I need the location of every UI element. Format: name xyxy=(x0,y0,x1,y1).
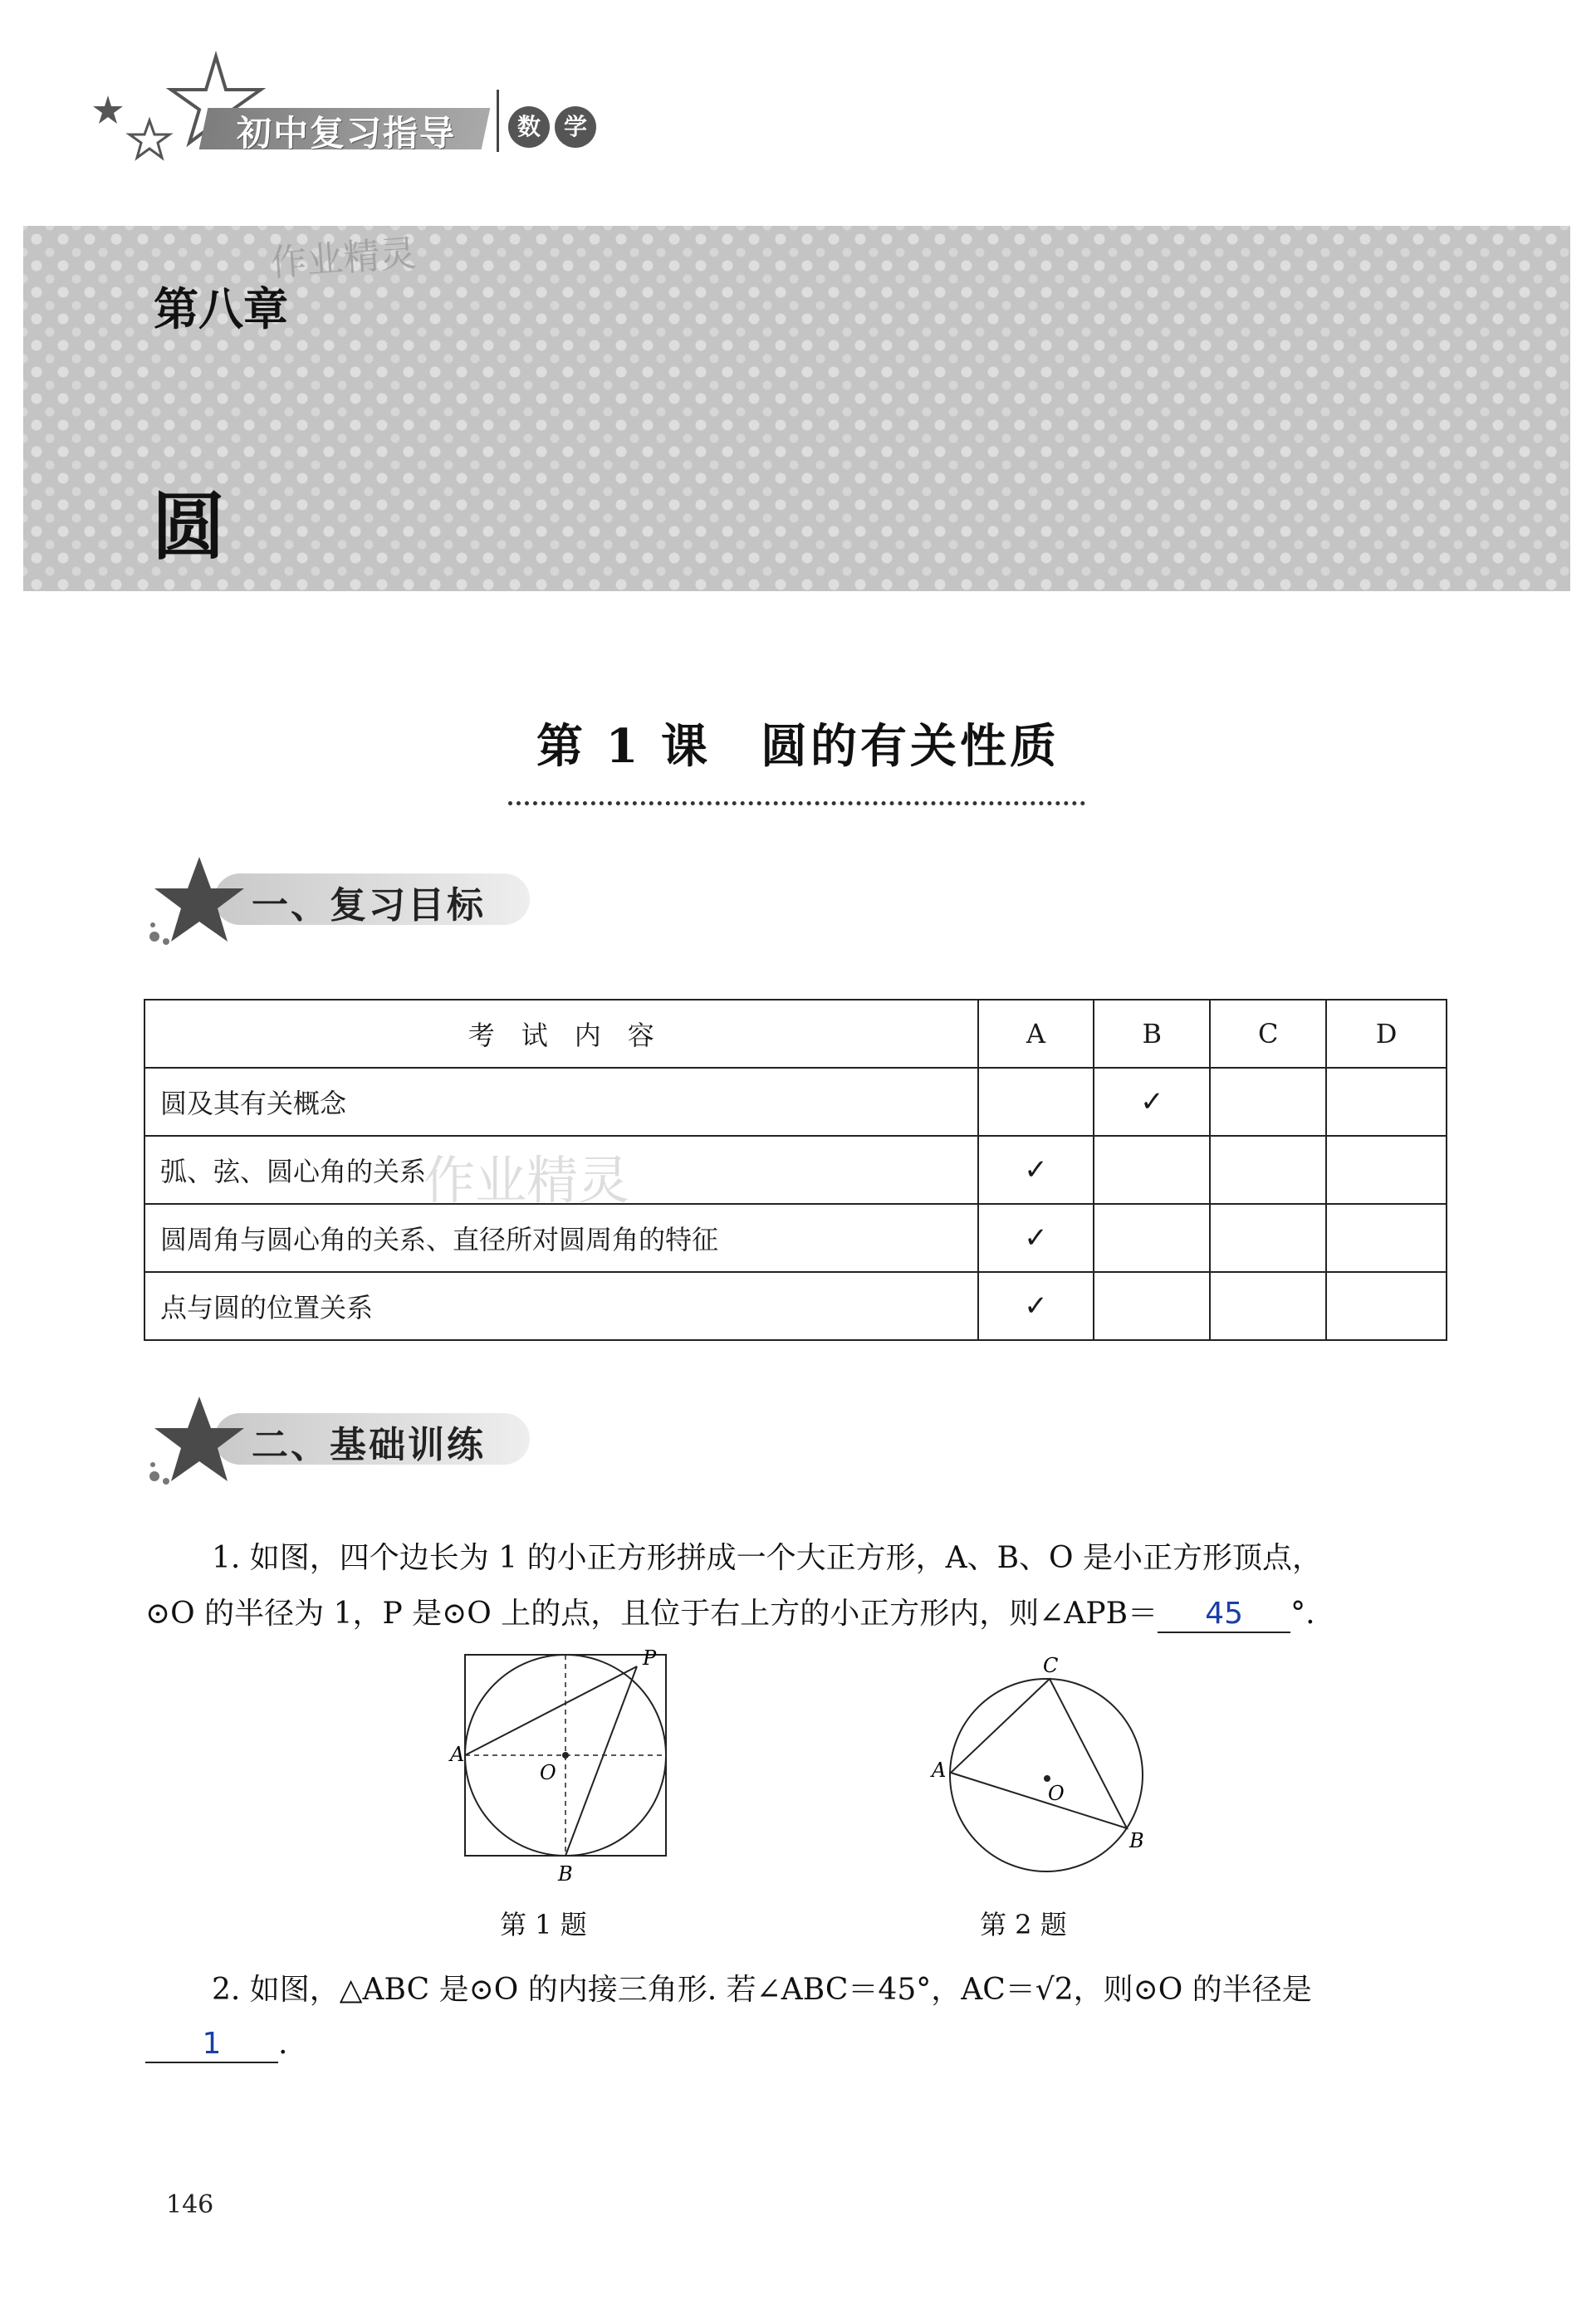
problem-1-line-2 xyxy=(145,1596,1315,1633)
label-c: C xyxy=(1043,1654,1059,1677)
header-level-c: C xyxy=(1210,1000,1326,1068)
table-row xyxy=(144,1204,1447,1272)
problem-2-line-1: 2. 如图，△ABC 是⊙O 的内接三角形. 若∠ABC＝45°，AC＝√2，则⊙O 的半径是 xyxy=(212,1973,1312,2007)
check-mark-icon: ✓ xyxy=(1024,1153,1048,1186)
level-a-cell xyxy=(978,1068,1094,1136)
problem-1-answer: 45 xyxy=(1158,1596,1290,1633)
label-a: A xyxy=(450,1743,465,1766)
level-d-cell xyxy=(1326,1136,1447,1204)
star-icon xyxy=(148,1395,247,1486)
problem-1-end: °. xyxy=(1290,1597,1315,1631)
level-c-cell xyxy=(1210,1204,1326,1272)
problem-2-end: . xyxy=(278,2027,288,2061)
level-a-cell xyxy=(978,1136,1094,1204)
check-mark-icon: ✓ xyxy=(1024,1289,1048,1323)
row-content: 圆周角与圆心角的关系、直径所对圆周角的特征 xyxy=(144,1204,978,1272)
label-o: O xyxy=(1048,1782,1065,1805)
row-content: 点与圆的位置关系 xyxy=(144,1272,978,1340)
title-dotted-rule xyxy=(508,801,1085,805)
level-d-cell xyxy=(1326,1272,1447,1340)
table-header-row xyxy=(144,1000,1447,1068)
book-title: 初中复习指导 xyxy=(237,113,457,154)
section-title: 一、复习目标 xyxy=(252,884,486,927)
chapter-number: 第八章 xyxy=(154,283,288,335)
header-level-b: B xyxy=(1094,1000,1210,1068)
level-c-cell xyxy=(1210,1136,1326,1204)
level-b-cell xyxy=(1094,1272,1210,1340)
level-a-cell xyxy=(978,1272,1094,1340)
subject-badge-2: 学 xyxy=(555,106,596,148)
level-c-cell xyxy=(1210,1272,1326,1340)
figure-2-diagram xyxy=(922,1652,1163,1885)
row-content: 弧、弦、圆心角的关系 xyxy=(144,1136,978,1204)
page-number: 146 xyxy=(166,2190,214,2219)
section-header-review-goals xyxy=(148,855,563,930)
check-mark-icon: ✓ xyxy=(1024,1221,1048,1255)
label-b: B xyxy=(1129,1829,1144,1852)
level-b-cell xyxy=(1094,1204,1210,1272)
chapter-title: 圆 xyxy=(152,484,226,570)
table-row xyxy=(144,1136,1447,1204)
label-o: O xyxy=(540,1761,556,1784)
subject-badge-1: 数 xyxy=(508,106,550,148)
header-separator xyxy=(497,90,499,152)
section-title: 二、基础训练 xyxy=(252,1424,486,1466)
figure-2-caption: 第 2 题 xyxy=(980,1909,1067,1940)
figure-1-caption: 第 1 题 xyxy=(500,1909,587,1940)
level-d-cell xyxy=(1326,1068,1447,1136)
star-icon xyxy=(148,855,247,947)
label-b: B xyxy=(558,1862,573,1886)
row-content: 圆及其有关概念 xyxy=(144,1068,978,1136)
header-content: 考 试 内 容 xyxy=(144,1000,978,1068)
figure-1-diagram xyxy=(432,1648,681,1889)
table-watermark: 作业精灵 xyxy=(423,1150,630,1211)
problem-2-answer: 1 xyxy=(145,2026,278,2063)
level-c-cell xyxy=(1210,1068,1326,1136)
header-level-d: D xyxy=(1326,1000,1447,1068)
level-a-cell xyxy=(978,1204,1094,1272)
level-b-cell xyxy=(1094,1136,1210,1204)
section-header-basic-training xyxy=(148,1395,563,1470)
level-b-cell xyxy=(1094,1068,1210,1136)
header-level-a: A xyxy=(978,1000,1094,1068)
label-a: A xyxy=(932,1759,947,1782)
table-row xyxy=(144,1272,1447,1340)
level-d-cell xyxy=(1326,1204,1447,1272)
problem-2-line-2 xyxy=(145,2026,287,2063)
problem-1-line-1: 1. 如图，四个边长为 1 的小正方形拼成一个大正方形，A、B、O 是小正方形顶点， xyxy=(212,1541,1322,1575)
label-p: P xyxy=(643,1648,657,1670)
review-goals-table xyxy=(144,999,1447,1341)
problem-1-text: ⊙O 的半径为 1，P 是⊙O 上的点，且位于右上方的小正方形内，则∠APB＝ xyxy=(145,1597,1158,1631)
check-mark-icon: ✓ xyxy=(1140,1085,1164,1118)
watermark-text: 作业精灵 xyxy=(268,232,418,286)
table-row xyxy=(144,1068,1447,1136)
lesson-title: 第 1 课 圆的有关性质 xyxy=(536,719,1060,774)
